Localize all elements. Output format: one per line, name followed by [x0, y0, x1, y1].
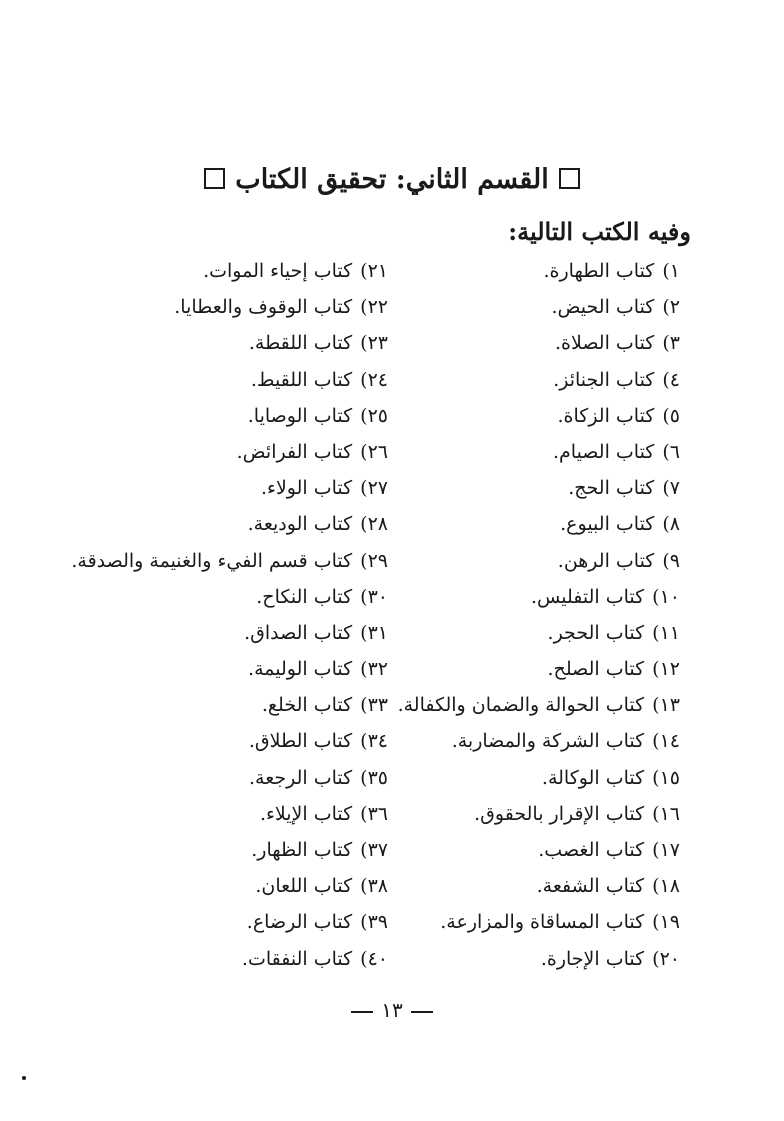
- item-number: ٢٤): [360, 368, 388, 391]
- item-text: كتاب إحياء الموات.: [203, 260, 353, 282]
- list-item: [380, 325, 680, 361]
- item-text: كتاب الإيلاء.: [259, 802, 353, 825]
- list-item: [380, 615, 680, 651]
- item-text: كتاب الشفعة.: [536, 875, 645, 898]
- list-item: [68, 289, 388, 325]
- square-ornament-icon: [559, 168, 580, 189]
- item-text: كتاب اللعان.: [255, 875, 353, 898]
- item-number: ٢٥): [360, 404, 388, 427]
- item-number: ١٦): [652, 802, 680, 825]
- list-item: [68, 651, 388, 687]
- item-number: ٩): [662, 549, 680, 572]
- list-item: [68, 362, 388, 398]
- item-text: كتاب الوقوف والعطايا.: [174, 296, 353, 319]
- item-text: كتاب النكاح.: [256, 585, 353, 608]
- page-footer: [0, 995, 784, 1025]
- item-number: ٢٨): [360, 513, 388, 536]
- list-item: [68, 615, 388, 651]
- item-text: كتاب المساقاة والمزارعة.: [440, 911, 645, 934]
- list-item: [68, 325, 388, 361]
- list-item: [380, 760, 680, 796]
- list-item: [68, 941, 388, 977]
- list-item: [380, 434, 680, 470]
- item-number: ٣٣): [360, 694, 388, 717]
- list-item: [68, 723, 388, 759]
- item-text: كتاب الوصايا.: [247, 404, 353, 427]
- item-number: ٣٦): [360, 802, 388, 825]
- item-text: كتاب الخلع.: [261, 694, 353, 717]
- item-text: كتاب الحجر.: [547, 621, 645, 644]
- item-number: ٣٢): [360, 658, 388, 681]
- item-text: كتاب الإقرار بالحقوق.: [474, 802, 645, 825]
- item-number: ٤٠): [360, 947, 388, 970]
- list-item: [380, 470, 680, 506]
- list-item: [380, 543, 680, 579]
- page-number: ١٣: [381, 998, 403, 1022]
- list-item: [68, 434, 388, 470]
- item-text: كتاب الشركة والمضاربة.: [451, 730, 645, 753]
- item-text: كتاب الرهن.: [557, 549, 655, 572]
- item-number: ٤): [662, 368, 680, 391]
- list-item: [68, 796, 388, 832]
- item-number: ٢١): [360, 260, 388, 282]
- item-number: ٢): [662, 296, 680, 319]
- item-text: كتاب الوليمة.: [248, 658, 353, 681]
- list-item: [68, 687, 388, 723]
- list-item: [380, 398, 680, 434]
- item-number: ١٨): [652, 875, 680, 898]
- list-item: [380, 832, 680, 868]
- item-number: ٣٨): [360, 875, 388, 898]
- list-item: [68, 832, 388, 868]
- list-item: [380, 687, 680, 723]
- item-text: كتاب الظهار.: [251, 839, 353, 861]
- book-list-right: [380, 253, 680, 977]
- dash-ornament: [351, 1011, 373, 1013]
- list-item: [380, 289, 680, 325]
- item-text: كتاب الولاء.: [260, 477, 353, 500]
- section-title: [0, 160, 784, 200]
- item-text: كتاب النفقات.: [241, 947, 353, 970]
- list-item: [380, 796, 680, 832]
- item-text: كتاب الطلاق.: [248, 730, 353, 753]
- list-item: [380, 506, 680, 542]
- list-item: [68, 868, 388, 904]
- item-text: كتاب الصيام.: [552, 440, 655, 463]
- item-number: ٢٦): [360, 440, 388, 463]
- item-number: ١٤): [652, 730, 680, 753]
- item-text: كتاب الرضاع.: [246, 911, 353, 934]
- item-text: كتاب الزكاة.: [557, 404, 655, 427]
- item-text: كتاب الطهارة.: [543, 260, 655, 282]
- list-item: [68, 506, 388, 542]
- item-number: ٧): [662, 477, 680, 500]
- item-number: ٥): [662, 404, 680, 427]
- square-ornament-icon: [204, 168, 225, 189]
- item-text: كتاب قسم الفيء والغنيمة والصدقة.: [71, 549, 353, 572]
- item-number: ١٩): [652, 911, 680, 934]
- item-text: كتاب الرجعة.: [248, 766, 353, 789]
- item-number: ٢٢): [360, 296, 388, 319]
- list-item: [68, 543, 388, 579]
- item-number: ٨): [662, 513, 680, 536]
- dash-ornament: [411, 1011, 433, 1013]
- item-number: ٢٠): [652, 947, 680, 970]
- item-number: ٢٩): [360, 549, 388, 572]
- item-number: ٣٥): [360, 766, 388, 789]
- list-item: [68, 579, 388, 615]
- item-text: كتاب الصداق.: [244, 621, 353, 644]
- item-number: ١٥): [652, 766, 680, 789]
- item-text: كتاب الصلاة.: [554, 332, 655, 355]
- item-text: كتاب الوديعة.: [247, 513, 353, 536]
- item-text: كتاب الحج.: [568, 477, 655, 500]
- item-number: ١٣): [652, 694, 680, 717]
- list-item: [380, 868, 680, 904]
- item-text: كتاب اللقيط.: [250, 368, 353, 391]
- item-number: ١١): [652, 621, 680, 644]
- item-text: كتاب الفرائض.: [236, 440, 353, 463]
- item-text: كتاب التفليس.: [530, 585, 645, 608]
- item-number: ٣٩): [360, 911, 388, 934]
- item-number: ٢٧): [360, 477, 388, 500]
- item-text: كتاب الحوالة والضمان والكفالة.: [397, 694, 645, 717]
- list-item: [380, 362, 680, 398]
- list-item: [380, 941, 680, 977]
- list-item: [68, 760, 388, 796]
- list-item: [68, 398, 388, 434]
- list-item: [380, 904, 680, 940]
- list-item: [68, 253, 388, 289]
- item-text: كتاب الغصب.: [538, 839, 645, 861]
- item-number: ٣٧): [360, 839, 388, 861]
- item-text: كتاب الوكالة.: [541, 766, 645, 789]
- item-number: ٣٤): [360, 730, 388, 753]
- item-number: ١): [662, 260, 680, 282]
- list-item: [68, 904, 388, 940]
- list-item: [380, 579, 680, 615]
- list-item: [380, 253, 680, 289]
- item-number: ١٢): [652, 658, 680, 681]
- item-text: كتاب البيوع.: [560, 513, 655, 536]
- item-number: ١٠): [652, 585, 680, 608]
- item-text: كتاب الصلح.: [547, 658, 645, 681]
- section-title-text: القسم الثاني: تحقيق الكتاب: [235, 164, 549, 195]
- item-text: كتاب اللقطة.: [248, 332, 353, 355]
- intro-heading: وفيه الكتب التالية:: [508, 217, 691, 246]
- item-text: كتاب الإجارة.: [540, 947, 645, 970]
- list-item: [68, 470, 388, 506]
- item-text: كتاب الحيض.: [551, 296, 655, 319]
- item-number: ٦): [662, 440, 680, 463]
- item-text: كتاب الجنائز.: [553, 368, 655, 391]
- list-item: [380, 651, 680, 687]
- stray-dot: [22, 1076, 26, 1080]
- item-number: ١٧): [652, 839, 680, 861]
- item-number: ٣): [662, 332, 680, 355]
- item-number: ٣٠): [360, 585, 388, 608]
- item-number: ٢٣): [360, 332, 388, 355]
- list-item: [380, 723, 680, 759]
- item-number: ٣١): [360, 621, 388, 644]
- book-list-left: [68, 253, 388, 977]
